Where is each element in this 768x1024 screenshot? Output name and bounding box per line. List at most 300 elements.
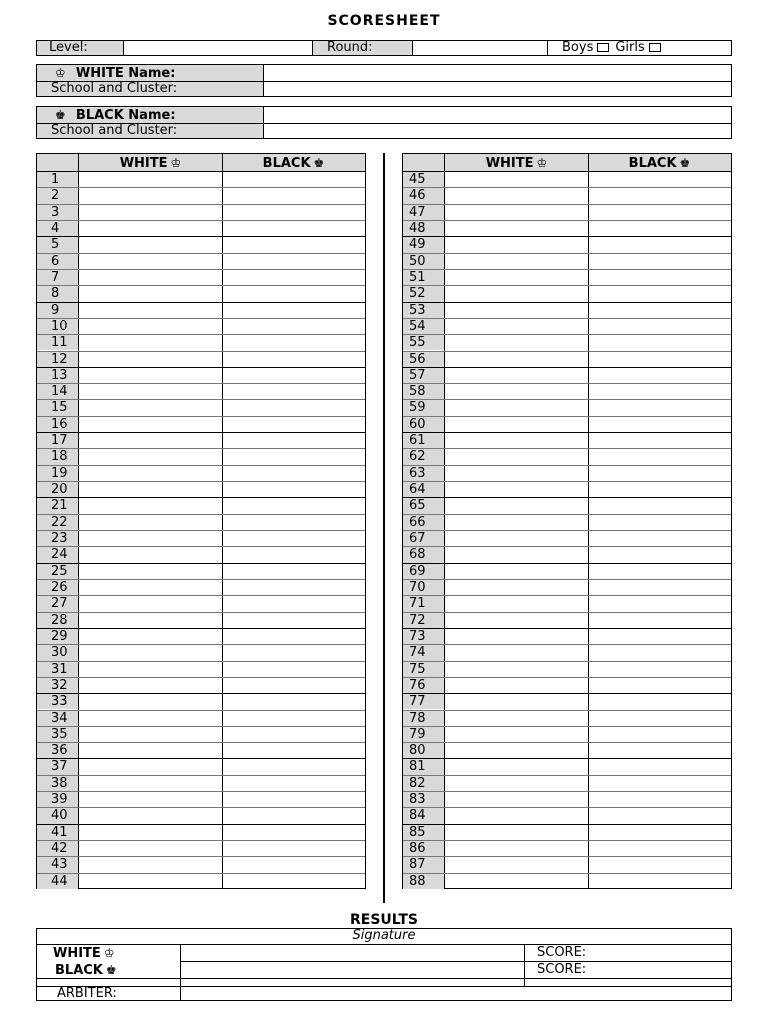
move-row [403, 775, 731, 791]
move-row [37, 253, 365, 269]
move-number: 50 [403, 254, 444, 269]
move-row [403, 546, 731, 562]
white-move-field[interactable] [445, 759, 588, 774]
black-move-field[interactable] [223, 237, 365, 252]
white-move-field[interactable] [445, 711, 588, 726]
white-move-field[interactable] [445, 172, 588, 187]
black-move-field[interactable] [223, 498, 365, 513]
black-move-field[interactable] [223, 254, 365, 269]
black-move-field[interactable] [589, 759, 731, 774]
move-number: 31 [37, 662, 78, 677]
white-move-field[interactable] [445, 384, 588, 399]
black-move-field[interactable] [223, 270, 365, 285]
move-row [37, 824, 365, 840]
white-move-field[interactable] [445, 727, 588, 742]
black-move-field[interactable] [589, 172, 731, 187]
move-number: 8 [37, 286, 78, 301]
page-title: SCORESHEET [327, 13, 441, 29]
move-row [403, 530, 731, 546]
black-move-field[interactable] [223, 629, 365, 644]
white-move-field[interactable] [79, 776, 222, 791]
black-move-field[interactable] [223, 384, 365, 399]
move-number: 26 [37, 580, 78, 595]
move-row [37, 807, 365, 823]
black-king-icon: ♚ [679, 156, 691, 170]
white-school-label: School and Cluster: [37, 82, 263, 96]
white-move-field[interactable] [79, 286, 222, 301]
move-number: 62 [403, 449, 444, 464]
black-move-field[interactable] [589, 564, 731, 579]
white-move-field[interactable] [445, 466, 588, 481]
black-move-field[interactable] [589, 629, 731, 644]
move-row [37, 742, 365, 758]
move-number: 65 [403, 498, 444, 513]
white-signature-field[interactable] [181, 945, 524, 960]
white-move-field[interactable] [445, 400, 588, 415]
black-move-field[interactable] [589, 221, 731, 236]
black-move-field[interactable] [589, 319, 731, 334]
black-move-field[interactable] [223, 694, 365, 709]
black-move-field[interactable] [589, 254, 731, 269]
white-move-field[interactable] [79, 613, 222, 628]
white-move-field[interactable] [79, 711, 222, 726]
move-row [37, 612, 365, 628]
move-number: 4 [37, 221, 78, 236]
white-move-field[interactable] [79, 205, 222, 220]
black-move-field[interactable] [223, 841, 365, 856]
gender-choice [548, 41, 731, 55]
white-column-header: WHITE ♔ [445, 154, 588, 172]
black-move-field[interactable] [589, 711, 731, 726]
white-move-field[interactable] [445, 547, 588, 562]
black-move-field[interactable] [589, 400, 731, 415]
move-number: 23 [37, 531, 78, 546]
move-number: 49 [403, 237, 444, 252]
black-result-label: BLACK ♚ [55, 963, 117, 978]
move-row [403, 383, 731, 399]
move-number: 17 [37, 433, 78, 448]
move-number: 18 [37, 449, 78, 464]
black-move-field[interactable] [223, 547, 365, 562]
white-move-field[interactable] [79, 368, 222, 383]
black-move-field[interactable] [589, 694, 731, 709]
black-move-field[interactable] [589, 368, 731, 383]
black-name-field[interactable] [264, 107, 731, 123]
black-move-field[interactable] [223, 319, 365, 334]
info-row [36, 40, 732, 56]
move-number: 79 [403, 727, 444, 742]
move-row [37, 302, 365, 318]
white-name-label: WHITE Name: [75, 66, 176, 81]
move-number: 28 [37, 613, 78, 628]
move-row [403, 579, 731, 595]
move-row [37, 677, 365, 693]
black-move-field[interactable] [589, 417, 731, 432]
white-move-field[interactable] [79, 857, 222, 872]
black-move-field[interactable] [589, 498, 731, 513]
white-name-field[interactable] [264, 65, 731, 81]
move-number: 82 [403, 776, 444, 791]
move-row [403, 742, 731, 758]
round-label: Round: [313, 41, 412, 55]
move-number: 78 [403, 711, 444, 726]
move-row [37, 546, 365, 562]
move-row [403, 448, 731, 464]
white-move-field[interactable] [79, 645, 222, 660]
move-number: 57 [403, 368, 444, 383]
move-number: 58 [403, 384, 444, 399]
black-move-field[interactable] [223, 352, 365, 367]
white-move-field[interactable] [445, 596, 588, 611]
black-move-field[interactable] [589, 449, 731, 464]
move-number: 1 [37, 172, 78, 187]
move-row [403, 432, 731, 448]
white-move-field[interactable] [79, 792, 222, 807]
white-move-field[interactable] [445, 825, 588, 840]
black-move-field[interactable] [223, 188, 365, 203]
move-row [403, 187, 731, 203]
level-field[interactable] [124, 41, 312, 55]
move-number: 15 [37, 400, 78, 415]
white-move-field[interactable] [445, 629, 588, 644]
black-move-field[interactable] [589, 237, 731, 252]
white-move-field[interactable] [79, 678, 222, 693]
white-move-field[interactable] [79, 400, 222, 415]
white-move-field[interactable] [79, 759, 222, 774]
black-move-field[interactable] [223, 221, 365, 236]
white-move-field[interactable] [445, 319, 588, 334]
signature-label: Signature [352, 929, 416, 943]
move-row [403, 302, 731, 318]
white-move-field[interactable] [445, 270, 588, 285]
white-move-field[interactable] [79, 172, 222, 187]
move-row [403, 677, 731, 693]
move-number: 45 [403, 172, 444, 187]
black-move-field[interactable] [223, 400, 365, 415]
move-row [403, 269, 731, 285]
white-move-field[interactable] [445, 613, 588, 628]
white-move-field[interactable] [445, 498, 588, 513]
move-number: 42 [37, 841, 78, 856]
black-move-field[interactable] [223, 808, 365, 823]
black-move-field[interactable] [223, 596, 365, 611]
white-move-field[interactable] [79, 629, 222, 644]
move-number: 10 [37, 319, 78, 334]
white-move-field[interactable] [445, 303, 588, 318]
black-move-field[interactable] [223, 466, 365, 481]
black-move-field[interactable] [223, 449, 365, 464]
move-number: 5 [37, 237, 78, 252]
white-result-label: WHITE ♔ [53, 946, 115, 961]
white-move-field[interactable] [445, 205, 588, 220]
white-move-field[interactable] [445, 433, 588, 448]
black-move-field[interactable] [223, 743, 365, 758]
black-name-label: BLACK Name: [75, 108, 176, 123]
black-move-field[interactable] [589, 808, 731, 823]
black-move-field[interactable] [223, 515, 365, 530]
move-row [37, 840, 365, 856]
center-divider [383, 153, 385, 903]
black-move-field[interactable] [589, 515, 731, 530]
black-move-field[interactable] [589, 613, 731, 628]
white-move-field[interactable] [79, 466, 222, 481]
move-number: 85 [403, 825, 444, 840]
black-move-field[interactable] [223, 759, 365, 774]
black-move-field[interactable] [589, 580, 731, 595]
black-move-field[interactable] [223, 335, 365, 350]
move-row [37, 856, 365, 872]
move-number: 12 [37, 352, 78, 367]
move-number: 84 [403, 808, 444, 823]
white-move-field[interactable] [445, 417, 588, 432]
move-number: 35 [37, 727, 78, 742]
white-move-field[interactable] [79, 237, 222, 252]
white-move-field[interactable] [79, 384, 222, 399]
black-move-field[interactable] [589, 384, 731, 399]
white-move-field[interactable] [79, 743, 222, 758]
black-move-field[interactable] [223, 303, 365, 318]
move-number: 70 [403, 580, 444, 595]
black-column-header: BLACK ♚ [222, 154, 365, 172]
black-move-field[interactable] [223, 857, 365, 872]
black-move-field[interactable] [223, 727, 365, 742]
move-row [403, 236, 731, 252]
black-move-field[interactable] [223, 564, 365, 579]
white-move-field[interactable] [79, 841, 222, 856]
move-number: 60 [403, 417, 444, 432]
black-move-field[interactable] [223, 874, 365, 889]
black-move-field[interactable] [589, 857, 731, 872]
move-row [403, 710, 731, 726]
black-move-field[interactable] [589, 596, 731, 611]
white-move-field[interactable] [79, 531, 222, 546]
white-move-field[interactable] [79, 498, 222, 513]
move-number: 19 [37, 466, 78, 481]
black-move-field[interactable] [589, 466, 731, 481]
white-player-block [36, 64, 732, 97]
white-move-field[interactable] [445, 515, 588, 530]
black-king-icon: ♚ [105, 963, 117, 977]
move-row [403, 318, 731, 334]
move-number: 36 [37, 743, 78, 758]
black-move-field[interactable] [589, 335, 731, 350]
white-move-field[interactable] [445, 221, 588, 236]
boys-checkbox[interactable] [597, 43, 609, 52]
white-move-field[interactable] [445, 662, 588, 677]
white-move-field[interactable] [79, 335, 222, 350]
white-move-field[interactable] [445, 694, 588, 709]
white-move-field[interactable] [79, 303, 222, 318]
black-column-header: BLACK ♚ [588, 154, 731, 172]
white-move-field[interactable] [445, 678, 588, 693]
black-move-field[interactable] [589, 286, 731, 301]
move-row [37, 497, 365, 513]
white-move-field[interactable] [445, 531, 588, 546]
white-move-field[interactable] [79, 694, 222, 709]
white-move-field[interactable] [445, 286, 588, 301]
move-number: 44 [37, 874, 78, 889]
black-move-field[interactable] [223, 433, 365, 448]
move-row [37, 187, 365, 203]
white-move-field[interactable] [445, 808, 588, 823]
move-number: 39 [37, 792, 78, 807]
white-move-field[interactable] [445, 335, 588, 350]
white-move-field[interactable] [79, 319, 222, 334]
move-row [403, 563, 731, 579]
black-move-field[interactable] [223, 531, 365, 546]
move-number: 68 [403, 547, 444, 562]
black-move-field[interactable] [223, 368, 365, 383]
black-move-field[interactable] [589, 662, 731, 677]
black-move-field[interactable] [589, 531, 731, 546]
move-number: 87 [403, 857, 444, 872]
white-move-field[interactable] [79, 482, 222, 497]
black-move-field[interactable] [589, 678, 731, 693]
black-move-field[interactable] [223, 613, 365, 628]
white-move-field[interactable] [79, 808, 222, 823]
white-move-field[interactable] [445, 743, 588, 758]
black-move-field[interactable] [223, 482, 365, 497]
black-move-field[interactable] [223, 172, 365, 187]
black-move-field[interactable] [589, 205, 731, 220]
black-move-field[interactable] [589, 825, 731, 840]
white-king-icon: ♔ [103, 946, 115, 960]
move-row [403, 351, 731, 367]
black-move-field[interactable] [223, 776, 365, 791]
move-number: 27 [37, 596, 78, 611]
white-move-field[interactable] [445, 580, 588, 595]
move-number: 29 [37, 629, 78, 644]
move-number: 56 [403, 352, 444, 367]
move-row [403, 661, 731, 677]
white-move-field[interactable] [79, 270, 222, 285]
black-move-field[interactable] [589, 645, 731, 660]
move-number: 13 [37, 368, 78, 383]
move-row [37, 383, 365, 399]
move-number: 32 [37, 678, 78, 693]
move-number-header [37, 154, 79, 172]
white-move-field[interactable] [445, 237, 588, 252]
move-row [403, 856, 731, 872]
arbiter-signature-field[interactable] [181, 987, 729, 1000]
round-field[interactable] [413, 41, 547, 55]
move-row [37, 563, 365, 579]
move-table-left [36, 153, 366, 889]
girls-label: Girls [615, 41, 645, 55]
black-move-field[interactable] [223, 205, 365, 220]
white-move-field[interactable] [79, 564, 222, 579]
white-move-field[interactable] [79, 825, 222, 840]
black-move-field[interactable] [223, 580, 365, 595]
black-move-field[interactable] [223, 678, 365, 693]
move-row [403, 334, 731, 350]
white-move-field[interactable] [445, 645, 588, 660]
move-number: 34 [37, 711, 78, 726]
black-move-field[interactable] [589, 841, 731, 856]
black-move-field[interactable] [223, 711, 365, 726]
move-number: 11 [37, 335, 78, 350]
black-move-field[interactable] [589, 303, 731, 318]
black-move-field[interactable] [589, 482, 731, 497]
move-row [37, 775, 365, 791]
move-number: 22 [37, 515, 78, 530]
move-row [37, 465, 365, 481]
white-move-field[interactable] [79, 352, 222, 367]
white-move-field[interactable] [79, 515, 222, 530]
white-move-field[interactable] [79, 580, 222, 595]
white-move-field[interactable] [79, 433, 222, 448]
white-move-field[interactable] [79, 727, 222, 742]
white-move-field[interactable] [79, 874, 222, 889]
white-move-field[interactable] [445, 368, 588, 383]
white-move-field[interactable] [79, 188, 222, 203]
white-move-field[interactable] [445, 776, 588, 791]
white-move-field[interactable] [79, 221, 222, 236]
move-row [403, 726, 731, 742]
move-row [403, 465, 731, 481]
black-move-field[interactable] [589, 433, 731, 448]
white-move-field[interactable] [79, 662, 222, 677]
white-move-field[interactable] [445, 449, 588, 464]
move-number: 21 [37, 498, 78, 513]
black-move-field[interactable] [589, 874, 731, 889]
black-move-field[interactable] [223, 662, 365, 677]
white-move-field[interactable] [445, 564, 588, 579]
black-move-field[interactable] [223, 825, 365, 840]
white-move-field[interactable] [445, 792, 588, 807]
white-move-field[interactable] [445, 874, 588, 889]
white-move-field[interactable] [79, 596, 222, 611]
black-move-field[interactable] [589, 352, 731, 367]
white-move-field[interactable] [79, 254, 222, 269]
white-move-field[interactable] [79, 449, 222, 464]
black-move-field[interactable] [589, 270, 731, 285]
move-number: 38 [37, 776, 78, 791]
black-signature-field[interactable] [181, 962, 524, 977]
black-move-field[interactable] [223, 417, 365, 432]
white-move-field[interactable] [79, 417, 222, 432]
black-move-field[interactable] [589, 547, 731, 562]
white-move-field[interactable] [79, 547, 222, 562]
move-row [403, 693, 731, 709]
black-player-block [36, 106, 732, 139]
black-move-field[interactable] [589, 727, 731, 742]
white-move-field[interactable] [445, 482, 588, 497]
white-move-field[interactable] [445, 352, 588, 367]
white-move-field[interactable] [445, 841, 588, 856]
white-move-field[interactable] [445, 254, 588, 269]
black-move-field[interactable] [223, 645, 365, 660]
black-move-field[interactable] [589, 188, 731, 203]
move-row [403, 644, 731, 660]
black-move-field[interactable] [589, 776, 731, 791]
move-number: 80 [403, 743, 444, 758]
move-number: 69 [403, 564, 444, 579]
black-move-field[interactable] [223, 286, 365, 301]
white-move-field[interactable] [445, 188, 588, 203]
white-move-field[interactable] [445, 857, 588, 872]
move-number: 3 [37, 205, 78, 220]
black-school-field[interactable] [264, 124, 731, 138]
white-school-field[interactable] [264, 82, 731, 96]
black-score-label: SCORE: [537, 962, 587, 977]
move-row [37, 514, 365, 530]
girls-checkbox[interactable] [649, 43, 661, 52]
black-move-field[interactable] [223, 792, 365, 807]
black-move-field[interactable] [589, 743, 731, 758]
move-row [37, 873, 365, 889]
black-move-field[interactable] [589, 792, 731, 807]
